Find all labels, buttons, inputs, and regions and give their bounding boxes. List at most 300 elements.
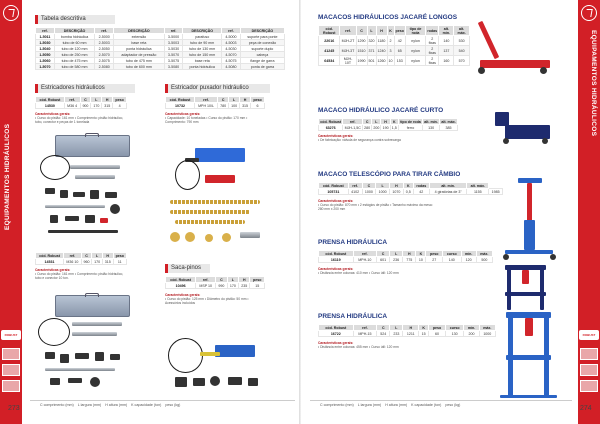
adapter-image — [90, 377, 100, 387]
table-cell: 1-5070 — [36, 64, 55, 70]
table-header-cell: DESCRIÇÃO — [240, 28, 284, 34]
table-cell: 2-5050 — [95, 46, 114, 52]
table-cell: suporte duplo — [240, 46, 284, 52]
adapter-image — [240, 232, 260, 238]
table-header-cell: cód. Robust — [320, 119, 342, 124]
table-cell: 1180 — [376, 36, 387, 46]
hose-image — [175, 160, 200, 190]
table-row — [319, 125, 458, 131]
table-cell: 140 — [443, 257, 462, 263]
table-cell: 315 — [102, 103, 113, 109]
telescope-base-image — [505, 250, 553, 254]
table-row — [319, 257, 493, 263]
table-header-cell: ref. — [343, 119, 363, 125]
table-header-cell: tipo de roda — [405, 26, 425, 36]
table-header-cell: C — [377, 251, 390, 257]
table-cell: 170 — [227, 283, 238, 289]
legend-item: L largura (mm) — [77, 403, 102, 407]
press-column-image — [507, 265, 511, 310]
table-cell: 14530 — [36, 103, 65, 109]
estricador-description — [35, 112, 125, 125]
legend-item: H altura (mm) — [385, 403, 408, 407]
table-row — [319, 46, 470, 56]
table-cell: 315 — [240, 103, 251, 109]
table-cell: 0,5 — [403, 189, 413, 195]
table-header-cell: L — [372, 119, 381, 125]
tube-image — [70, 165, 120, 169]
table-cell: 1290 — [356, 36, 367, 46]
table-cell: bomba hidráulica — [54, 34, 94, 40]
table-cell: 500 — [476, 257, 492, 263]
table-cell: 2-5075 — [95, 58, 114, 64]
right-tab-text: EQUIPAMENTOS HIDRÁULICOS — [590, 30, 597, 137]
table-header-cell: cód. Robust — [319, 26, 340, 36]
hook-image — [170, 232, 180, 242]
table-header-cell: H — [403, 325, 419, 331]
table-cell: M36 4 — [64, 103, 80, 109]
tube-image — [45, 205, 105, 208]
adapter-image — [110, 204, 120, 214]
table-cell: 236 — [390, 257, 403, 263]
table-header-cell: K — [416, 251, 426, 257]
table-header-cell: peso — [394, 26, 405, 36]
tube-image — [45, 368, 115, 371]
legend-item: peso (kg) — [445, 403, 461, 407]
table-header-cell: peso — [113, 97, 127, 103]
estricador-2-desc-head: Características gerais: — [35, 268, 71, 272]
table-cell: 1985 — [489, 189, 503, 195]
table-cell: 524 — [377, 331, 390, 337]
table-header-cell: C — [80, 97, 91, 103]
estricador-2-table — [35, 252, 127, 265]
table-header-cell: alt. mín. — [429, 183, 467, 189]
table-header-cell: ref. — [221, 28, 240, 34]
table-header-cell: alt. mín. — [424, 119, 438, 124]
table-header-cell: L — [229, 97, 240, 103]
table-cell: 990 — [216, 283, 227, 289]
puxador-description — [165, 112, 265, 125]
table-cell: 170 — [91, 103, 102, 109]
left-tab-thumb-3[interactable] — [2, 380, 20, 392]
adapter-image — [175, 377, 187, 387]
adapter-image — [68, 378, 82, 383]
table-cell: 105731 — [319, 189, 349, 195]
left-brand-badge: ROBUST — [1, 330, 21, 340]
estricador-2-case-image — [55, 295, 130, 317]
table-row — [166, 283, 265, 289]
puxador-desc-head: Características gerais: — [165, 112, 201, 116]
table-cell: 120 — [461, 257, 476, 263]
wheel-image — [542, 138, 548, 144]
wheel-image — [503, 138, 509, 144]
prensa-1-table — [318, 250, 493, 263]
table-header-cell: rodas — [413, 183, 429, 189]
table-cell: 160 — [439, 56, 454, 66]
wheel-image — [478, 67, 485, 74]
pump-handle-image — [200, 352, 220, 356]
table-cell: 2-5003 — [95, 40, 114, 46]
prensa-2-table — [318, 324, 496, 337]
table-header-cell: alt. máx. — [454, 26, 470, 36]
left-tab-text: EQUIPAMENTOS HIDRÁULICOS — [4, 123, 11, 230]
macaco-longo-table — [318, 25, 470, 66]
table-cell: suporte para ponte — [240, 34, 284, 40]
table-cell: 1-5040 — [36, 46, 55, 52]
table-cell: 16119 — [319, 257, 354, 263]
prensa-2-desc-head: Características gerais: — [318, 341, 354, 345]
jack-handle-image — [478, 21, 499, 59]
table-cell: nylon — [405, 56, 425, 66]
table-cell: 100 — [229, 103, 240, 109]
table-cell: 200 — [373, 125, 380, 130]
table-cell: tubo de 130 mm — [183, 46, 222, 52]
puxador-title: Estricador puxador hidráulico — [165, 84, 270, 93]
table-cell: 233 — [390, 331, 403, 337]
table-cell: tubo de 580 mm — [54, 64, 94, 70]
table-cell: MPH-15 — [353, 331, 377, 337]
hydraulic-pump-image — [215, 345, 255, 357]
table-header-cell: curso — [445, 325, 464, 331]
table-header-cell: C — [356, 26, 367, 36]
estricador-desc-head: Características gerais: — [35, 112, 71, 116]
table-cell: nylon — [405, 46, 425, 56]
legend-item: H altura (mm) — [105, 403, 128, 407]
table-header-cell: cód. Robust — [319, 251, 354, 257]
table-cell: 601 — [377, 257, 390, 263]
table-cell: MJH-3T — [340, 46, 356, 56]
table-cell: 2 fixas — [426, 56, 439, 66]
table-header-cell: cód. Robust — [36, 97, 65, 103]
table-cell: 1,5 — [391, 125, 397, 130]
macaco-curto-description — [318, 134, 448, 142]
table-header-cell: peso — [429, 325, 446, 331]
table-header-cell: C — [362, 183, 376, 189]
table-cell: 530 — [454, 36, 470, 46]
table-header-cell: cód. Robust — [166, 97, 195, 103]
table-cell: 140 — [439, 36, 454, 46]
table-cell: 16722 — [319, 331, 354, 337]
table-cell: 10732 — [166, 103, 195, 109]
telescopio-description — [318, 199, 438, 212]
puxador-desc-text: • Capacidade: 10 toneladas • Curso do pistão: 170 mm • Comprimento: 790 mm — [165, 116, 248, 125]
table-cell: 385 — [440, 125, 458, 131]
table-cell: 320 — [367, 36, 376, 46]
table-header-cell: rodas — [426, 26, 439, 36]
puxador-table — [165, 96, 265, 109]
table-header-cell: tipo de roda — [400, 119, 421, 124]
press-table-image — [505, 292, 546, 296]
table-cell: 4 giratórias de 3" — [429, 189, 467, 195]
table-cell: 4-5080 — [221, 64, 240, 70]
right-tab-thumb-2[interactable] — [580, 364, 598, 376]
macaco-curto-table — [318, 118, 458, 131]
table-header-cell: curso — [443, 251, 462, 257]
table-cell: 42 — [413, 189, 429, 195]
table-cell: 1-5011 — [36, 34, 55, 40]
table-cell: tubo de 475 mm — [114, 58, 164, 64]
table-cell: ponta de garra — [240, 64, 284, 70]
table-cell: 2-5000 — [95, 34, 114, 40]
table-header-cell: alt. máx. — [441, 119, 456, 124]
table-cell: 3-5075 — [164, 58, 183, 64]
table-cell: 570 — [454, 56, 470, 66]
table-header-cell: mín. — [464, 325, 479, 331]
table-header-cell: K — [403, 183, 413, 189]
table-cell: 2 fixas — [426, 46, 439, 56]
table-header-cell: H — [239, 277, 250, 283]
table-cell: 501 — [367, 56, 376, 66]
left-tab-thumb-1[interactable] — [2, 348, 20, 360]
table-header-cell: L — [92, 253, 103, 259]
table-header-cell: L — [227, 277, 238, 283]
tube-image — [75, 175, 115, 179]
table-cell: 1070 — [390, 189, 404, 195]
hose-image — [38, 318, 70, 346]
table-cell: 315 — [102, 259, 113, 265]
table-cell: 780 — [218, 103, 229, 109]
table-header-cell: ref. — [353, 251, 377, 257]
table-cell: flange de garra — [240, 58, 284, 64]
table-cell: nylon — [405, 36, 425, 46]
left-side-tab — [0, 0, 22, 424]
prensa-1-title: PRENSA HIDRÁULICA — [318, 239, 388, 246]
table-header-cell: H — [102, 253, 113, 259]
table-cell: 4102 — [348, 189, 362, 195]
wheel-image — [503, 254, 509, 260]
saca-pinos-description — [165, 293, 265, 306]
table-row — [319, 36, 470, 46]
table-header-cell: C — [81, 253, 92, 259]
table-header-cell: peso — [251, 97, 265, 103]
table-header-cell: L — [367, 26, 376, 36]
table-cell: 27 — [426, 257, 443, 263]
table-cell: extensão — [114, 34, 164, 40]
wheel-image — [540, 67, 547, 74]
table-cell: 11 — [113, 259, 126, 265]
table-cell: ponta hidráulica — [183, 64, 222, 70]
table-cell: MJH-2T — [340, 36, 356, 46]
macaco-curto-desc-text: • De fabricação: válvula de segurança contra sobrecarga — [318, 138, 401, 143]
table-cell: 15 — [250, 283, 265, 289]
prensa-2-title: PRENSA HIDRÁULICA — [318, 313, 388, 320]
table-cell: 2 — [387, 36, 394, 46]
legend-item: peso (kg) — [165, 403, 181, 407]
saca-pinos-title: Saca-pinos — [165, 264, 210, 273]
table-cell: 10 — [387, 56, 394, 66]
page-gutter — [299, 0, 301, 424]
macaco-curto-title: MACACO HIDRÁULICO JACARÉ CURTO — [318, 107, 444, 114]
press-cylinder-image — [522, 270, 529, 284]
table-cell: 14531 — [36, 259, 64, 265]
table-header-cell: máx. — [479, 325, 495, 331]
left-page-number: 273 — [8, 405, 20, 412]
prensa-2-description — [318, 341, 448, 349]
table-cell: parafuso — [183, 34, 222, 40]
adapter-image — [45, 188, 55, 194]
table-cell: 130 — [445, 331, 464, 337]
table-header-cell: C — [377, 325, 390, 331]
right-footer-line — [310, 400, 572, 401]
table-cell: 1000 — [376, 189, 390, 195]
adapter-image — [45, 352, 55, 359]
press-base-image — [500, 395, 557, 398]
hydraulic-pump-image — [195, 148, 245, 162]
table-header-cell: ref. — [353, 325, 377, 331]
legend-item: C comprimento (mm) — [40, 403, 74, 407]
table-cell: 775 — [403, 257, 416, 263]
table-header-cell: H — [102, 97, 113, 103]
table-header-cell: DESCRIÇÃO — [114, 28, 164, 34]
press-table-image — [506, 355, 551, 360]
table-cell: 2-5070 — [95, 52, 114, 58]
left-legend — [40, 403, 180, 407]
table-row — [319, 56, 470, 66]
table-cell: 371 — [367, 46, 376, 56]
table-cell: 4 — [113, 103, 127, 109]
table-cell: 200 — [464, 331, 479, 337]
table-row — [36, 259, 127, 265]
table-cell: adaptador de pressão — [114, 52, 164, 58]
chain-image — [170, 200, 260, 204]
table-header-cell: H — [403, 251, 416, 257]
table-header-cell: L — [376, 183, 390, 189]
table-header-cell: C — [363, 119, 372, 125]
table-cell: tubo de 60 mm — [54, 40, 94, 46]
table-cell: tubo de 90 mm — [183, 40, 222, 46]
table-cell: 1000 — [362, 189, 376, 195]
telescopio-title: MACACO TELESCÓPIO PARA TIRAR CÂMBIO — [318, 171, 461, 178]
table-cell: MPH 10/L — [194, 103, 217, 109]
table-cell: 64534 — [319, 56, 340, 66]
chain-image — [170, 210, 250, 214]
table-cell: 4-5003 — [221, 40, 240, 46]
table-header-cell: máx. — [476, 251, 492, 257]
table-cell: 3-5003 — [164, 40, 183, 46]
prensa-1-desc-head: Características gerais: — [318, 267, 354, 271]
adapter-image — [65, 216, 79, 221]
table-cell: 280 — [364, 125, 371, 130]
table-row — [166, 103, 265, 109]
table-cell: 15 — [419, 331, 429, 337]
adapter-image — [193, 378, 205, 386]
table-cell: 1990 — [356, 56, 367, 66]
table-header-cell: alt. máx. — [467, 183, 489, 189]
table-cell: base reta — [183, 58, 222, 64]
brand-logo-icon — [3, 5, 19, 21]
right-tab-thumb-1[interactable] — [580, 348, 598, 360]
adapter-image — [248, 378, 258, 386]
hook-image — [205, 234, 213, 242]
table-header-cell: L — [91, 97, 102, 103]
table-cell: 10496 — [166, 283, 196, 289]
prensa-2-desc-text: • Distância entre colunas: 455 mm • Curso útil: 120 mm — [318, 345, 399, 350]
right-side-tab — [578, 0, 600, 424]
table-header-cell: DESCRIÇÃO — [54, 28, 94, 34]
wheel-image — [550, 254, 556, 260]
adapter-image — [110, 354, 120, 360]
chain-image — [175, 220, 245, 224]
legend-item: K capacidade (ton) — [131, 403, 162, 407]
saca-pinos-table — [165, 276, 265, 289]
right-brand-badge: ROBUST — [579, 330, 599, 340]
table-cell: 1211 — [403, 331, 419, 337]
table-cell: 3-5080 — [164, 64, 183, 70]
adapter-image — [210, 376, 220, 386]
legend-item: C comprimento (mm) — [320, 403, 354, 407]
table-cell: 170 — [92, 259, 103, 265]
table-header-cell: H — [381, 119, 390, 125]
table-cell: 22016 — [319, 36, 340, 46]
table-cell: ponta hidráulica — [114, 46, 164, 52]
table-cell: 190 — [382, 125, 389, 130]
table-cell: cabeça — [240, 52, 284, 58]
table-cell: 63276 — [319, 125, 343, 131]
table-cell: 900 — [80, 103, 91, 109]
table-cell: 1155 — [467, 189, 489, 195]
table-cell: 3-5070 — [164, 52, 183, 58]
telescope-body-image — [524, 220, 535, 250]
adapter-image — [100, 218, 108, 223]
table-header-cell: K — [387, 26, 394, 36]
table-header-cell: C — [216, 277, 227, 283]
adapter-image — [50, 215, 58, 223]
hose-image — [40, 155, 70, 180]
macaco-longo-title: MACACOS HIDRÁULICOS JACARÉ LONGOS — [318, 14, 458, 21]
table-cell: 153 — [394, 56, 405, 66]
table-header-cell: DESCRIÇÃO — [183, 28, 222, 34]
adapter-image — [60, 354, 69, 363]
table-cell: 65 — [394, 46, 405, 56]
right-page-number: 274 — [580, 405, 592, 412]
table-header-cell: ref. — [36, 28, 55, 34]
table-cell: 3 — [387, 46, 394, 56]
table-header-cell: H — [240, 97, 251, 103]
table-header-cell: ref. — [348, 183, 362, 189]
estricador-2-description — [35, 268, 125, 281]
adapter-image — [105, 192, 117, 198]
table-header-cell: mín. — [461, 251, 476, 257]
estricador-case-image — [55, 135, 130, 157]
table-cell: 2-5080 — [95, 64, 114, 70]
table-header-cell: peso — [113, 253, 126, 259]
table-header-cell: peso — [426, 251, 443, 257]
table-cell: MJH-10T — [340, 56, 356, 66]
table-header-cell: ref. — [95, 28, 114, 34]
table-cell: 235 — [239, 283, 250, 289]
adapter-image — [50, 378, 60, 385]
table-cell: 1260 — [376, 56, 387, 66]
press-cylinder-image — [525, 318, 533, 336]
table-header-cell: ref. — [340, 26, 356, 36]
tabela-title: Tabela descritiva — [35, 15, 115, 24]
table-cell: MSP 10 — [196, 283, 216, 289]
right-tab-thumb-3[interactable] — [580, 380, 598, 392]
table-row — [36, 103, 127, 109]
table-cell: 540 — [454, 46, 470, 56]
table-header-cell: K — [419, 325, 429, 331]
table-header-row — [319, 26, 470, 36]
table-cell: base reta — [114, 40, 164, 46]
estricador-2-desc-text: • Curso do pistão: 161 mm • Comprimento: pistão hidráulico, tubo e conector 10 ton. — [35, 272, 124, 281]
table-cell: 137 — [439, 46, 454, 56]
estricador-table — [35, 96, 127, 109]
table-row — [319, 331, 496, 337]
left-tab-thumb-2[interactable] — [2, 364, 20, 376]
hose-image — [168, 338, 203, 373]
adapter-image — [73, 192, 85, 197]
telescopio-table — [318, 182, 503, 195]
table-cell: 130 — [423, 125, 440, 131]
